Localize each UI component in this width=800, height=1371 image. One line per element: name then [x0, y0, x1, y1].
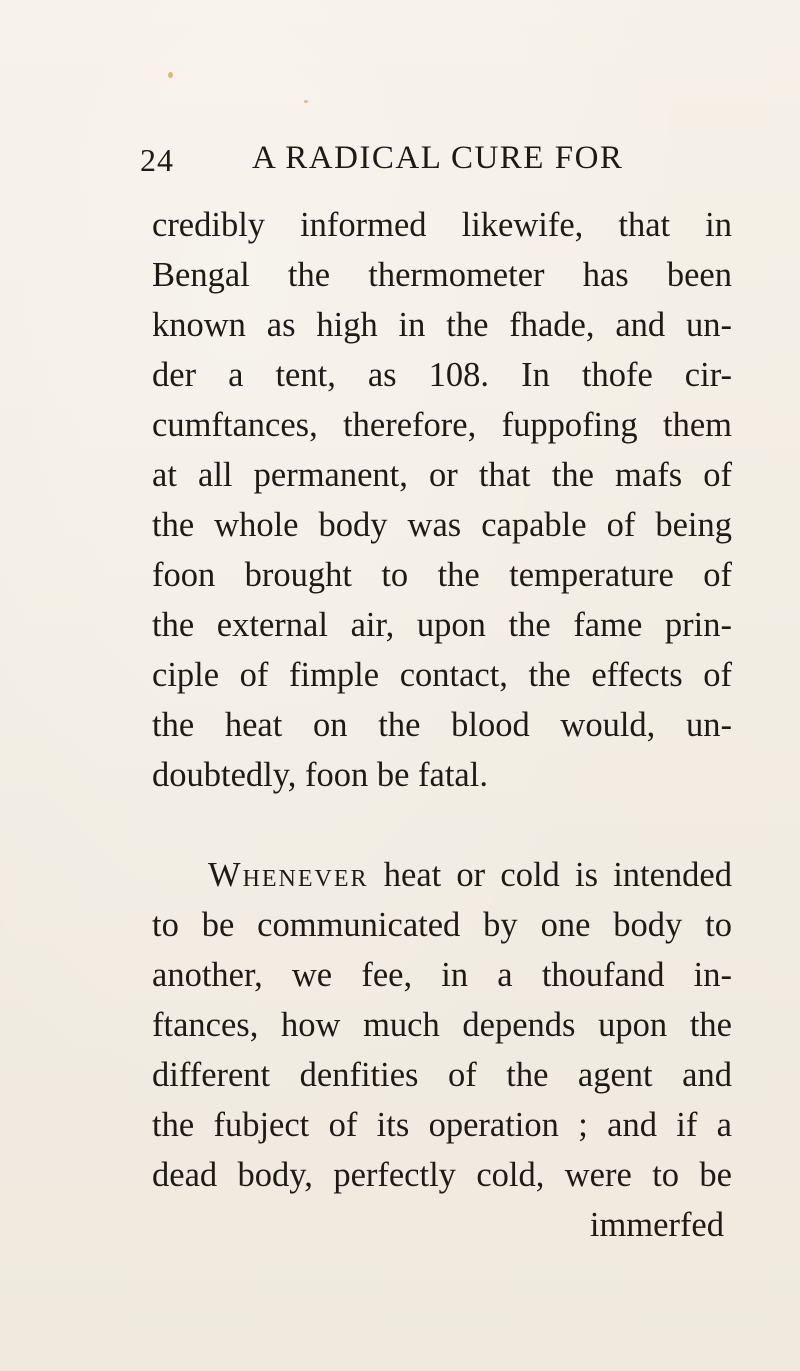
ink-speck — [168, 72, 173, 78]
opening-word: Whenever — [208, 856, 369, 894]
running-head: A RADICAL CURE FOR — [252, 140, 624, 176]
text-line — [152, 850, 732, 900]
text-line: the external air, upon the fame prin- — [152, 606, 732, 644]
text-line: ftances, how much depends upon the — [152, 1006, 732, 1044]
text-line: another, we fee, in a thoufand in- — [152, 956, 732, 994]
text-line: to be communicated by one body to — [152, 906, 732, 944]
text-line: Bengal the thermometer has been — [152, 256, 732, 294]
text-line: the whole body was capable of being — [152, 506, 732, 544]
text-line: doubtedly, foon be fatal. — [152, 756, 488, 794]
body-text — [152, 200, 732, 1250]
page-header — [140, 136, 700, 180]
paragraph — [152, 200, 732, 800]
page-number: 24 — [140, 142, 174, 178]
text-line: at all permanent, or that the mafs of — [152, 456, 732, 494]
ink-speck — [304, 100, 308, 103]
text-line: known as high in the fhade, and un- — [152, 306, 732, 344]
catchword: immerfed — [589, 1206, 724, 1244]
paragraph-gap — [152, 800, 732, 850]
paragraph — [152, 850, 732, 1200]
text-line: ciple of fimple contact, the effects of — [152, 656, 732, 694]
text-line: the fubject of its operation ; and if a — [152, 1106, 732, 1144]
text-line: dead body, perfectly cold, were to be — [152, 1156, 732, 1194]
text-line: the heat on the blood would, un- — [152, 706, 732, 744]
text-line: der a tent, as 108. In thofe cir- — [152, 356, 732, 394]
text-line: cumftances, therefore, fuppofing them — [152, 406, 732, 444]
text-line: different denfities of the agent and — [152, 1056, 732, 1094]
text-line: foon brought to the temperature of — [152, 556, 732, 594]
text-line: credibly informed likewife, that in — [152, 206, 732, 244]
text-fragment: heat or cold is intended — [368, 856, 732, 894]
